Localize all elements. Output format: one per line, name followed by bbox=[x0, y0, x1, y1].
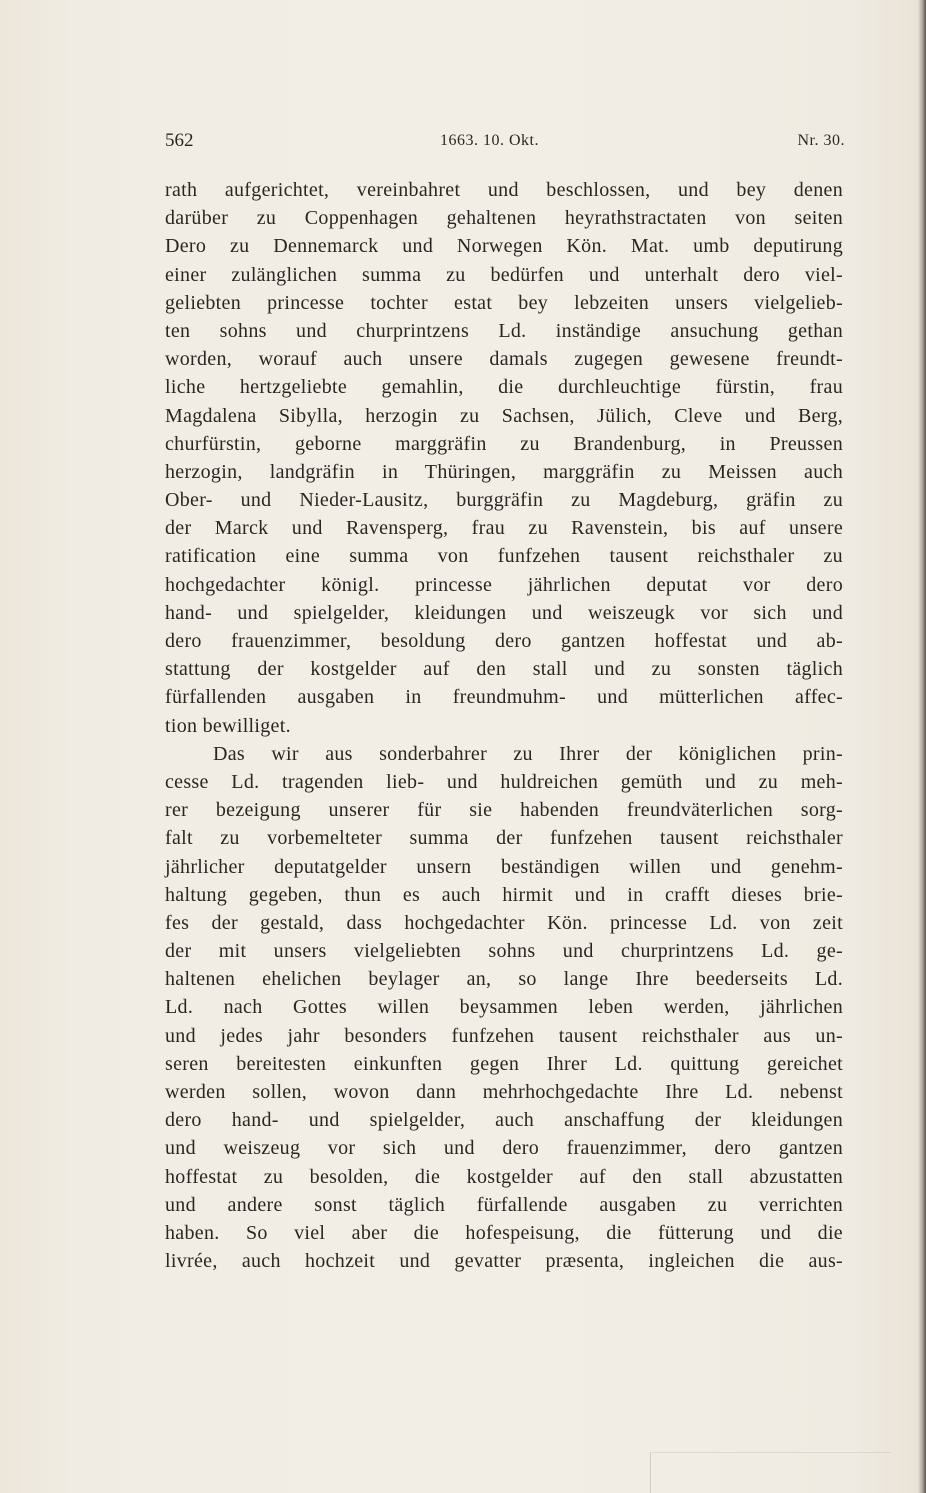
text-line: einer zulänglichen summa zu bedürfen und unterhalt dero viel- bbox=[165, 263, 843, 286]
text-line: haben. So viel aber die hofespeisung, die fütterung und die bbox=[165, 1221, 843, 1244]
paragraph-start-line: Das wir aus sonderbahrer zu Ihrer der königlichen prin- bbox=[213, 742, 843, 765]
text-line: worden, worauf auch unsere damals zugegen gewesene freundt- bbox=[165, 348, 843, 371]
text-line: der Marck und Ravensperg, frau zu Ravenstein, bis auf unsere bbox=[165, 517, 843, 540]
text-line: fes der gestald, dass hochgedachter Kön. princesse Ld. von zeit bbox=[165, 911, 843, 934]
text-line: geliebten princesse tochter estat bey lebzeiten unsers vielgelieb- bbox=[165, 291, 843, 314]
text-line: ratification eine summa von funfzehen tausent reichsthaler zu bbox=[165, 545, 843, 568]
text-line: jährlicher deputatgelder unsern beständigen willen und genehm- bbox=[165, 855, 843, 878]
text-line: rath aufgerichtet, vereinbahret und beschlossen, und bey denen bbox=[165, 179, 843, 201]
text-line: hand- und spielgelder, kleidungen und weiszeugk vor sich und bbox=[165, 601, 843, 624]
text-line: und weiszeug vor sich und dero frauenzimmer, dero gantzen bbox=[165, 1137, 843, 1160]
text-line: fürfallenden ausgaben in freundmuhm- und mütterlichen affec- bbox=[165, 686, 843, 709]
text-line: Ld. nach Gottes willen beysammen leben werden, jährlichen bbox=[165, 996, 843, 1019]
text-line: churfürstin, geborne marggräfin zu Brandenburg, in Preussen bbox=[165, 432, 843, 455]
body-text bbox=[165, 176, 843, 1275]
text-line: stattung der kostgelder auf den stall und zu sonsten täglich bbox=[165, 658, 843, 681]
text-line: haltung gegeben, thun es auch hirmit und in crafft dieses brie- bbox=[165, 883, 843, 906]
text-line: livrée, auch hochzeit und gevatter præsenta, ingleichen die aus- bbox=[165, 1250, 843, 1273]
text-line: hochgedachter königl. princesse jährlichen deputat vor dero bbox=[165, 573, 843, 596]
text-line: Magdalena Sibylla, herzogin zu Sachsen, Jülich, Cleve und Berg, bbox=[165, 404, 843, 427]
document-number: Nr. 30. bbox=[797, 132, 845, 149]
text-line: dero frauenzimmer, besoldung dero gantzen hoffestat und ab- bbox=[165, 630, 843, 652]
scan-artifact bbox=[650, 1452, 891, 1493]
text-line: falt zu vorbemelteter summa der funfzehen tausent reichsthaler bbox=[165, 827, 843, 850]
page-number: 562 bbox=[165, 130, 194, 151]
text-line: und jedes jahr besonders funfzehen tausent reichsthaler aus un- bbox=[165, 1024, 843, 1047]
text-line: liche hertzgeliebte gemahlin, die durchleuchtige fürstin, frau bbox=[165, 376, 843, 399]
text-line: darüber zu Coppenhagen gehaltenen heyrathstractaten von seiten bbox=[165, 207, 843, 230]
text-line: werden sollen, wovon dann mehrhochgedachte Ihre Ld. nebenst bbox=[165, 1081, 843, 1103]
text-line: herzogin, landgräfin in Thüringen, marggräfin zu Meissen auch bbox=[165, 460, 843, 483]
text-line: hoffestat zu besolden, die kostgelder auf den stall abzustatten bbox=[165, 1165, 843, 1188]
text-line: cesse Ld. tragenden lieb- und huldreichen gemüth und zu meh- bbox=[165, 770, 843, 793]
text-line: ten sohns und churprintzens Ld. inständige ansuchung gethan bbox=[165, 319, 843, 342]
paragraph-end-line: tion bewilliget. bbox=[165, 714, 291, 737]
text-line: rer bezeigung unserer für sie habenden freundväterlichen sorg- bbox=[165, 799, 843, 822]
page-edge-shadow bbox=[918, 0, 926, 1493]
text-line: und andere sonst täglich fürfallende ausgaben zu verrichten bbox=[165, 1193, 843, 1216]
text-line: Dero zu Dennemarck und Norwegen Kön. Mat. umb deputirung bbox=[165, 235, 843, 258]
header-date: 1663. 10. Okt. bbox=[440, 132, 539, 149]
text-line: der mit unsers vielgeliebten sohns und churprintzens Ld. ge- bbox=[165, 940, 843, 963]
text-line: haltenen ehelichen beylager an, so lange Ihre beederseits Ld. bbox=[165, 968, 843, 991]
text-line: dero hand- und spielgelder, auch anschaffung der kleidungen bbox=[165, 1109, 843, 1132]
running-header bbox=[165, 130, 845, 156]
text-line: seren bereitesten einkunften gegen Ihrer Ld. quittung gereichet bbox=[165, 1052, 843, 1075]
text-line: Ober- und Nieder-Lausitz, burggräfin zu Magdeburg, gräfin zu bbox=[165, 489, 843, 512]
